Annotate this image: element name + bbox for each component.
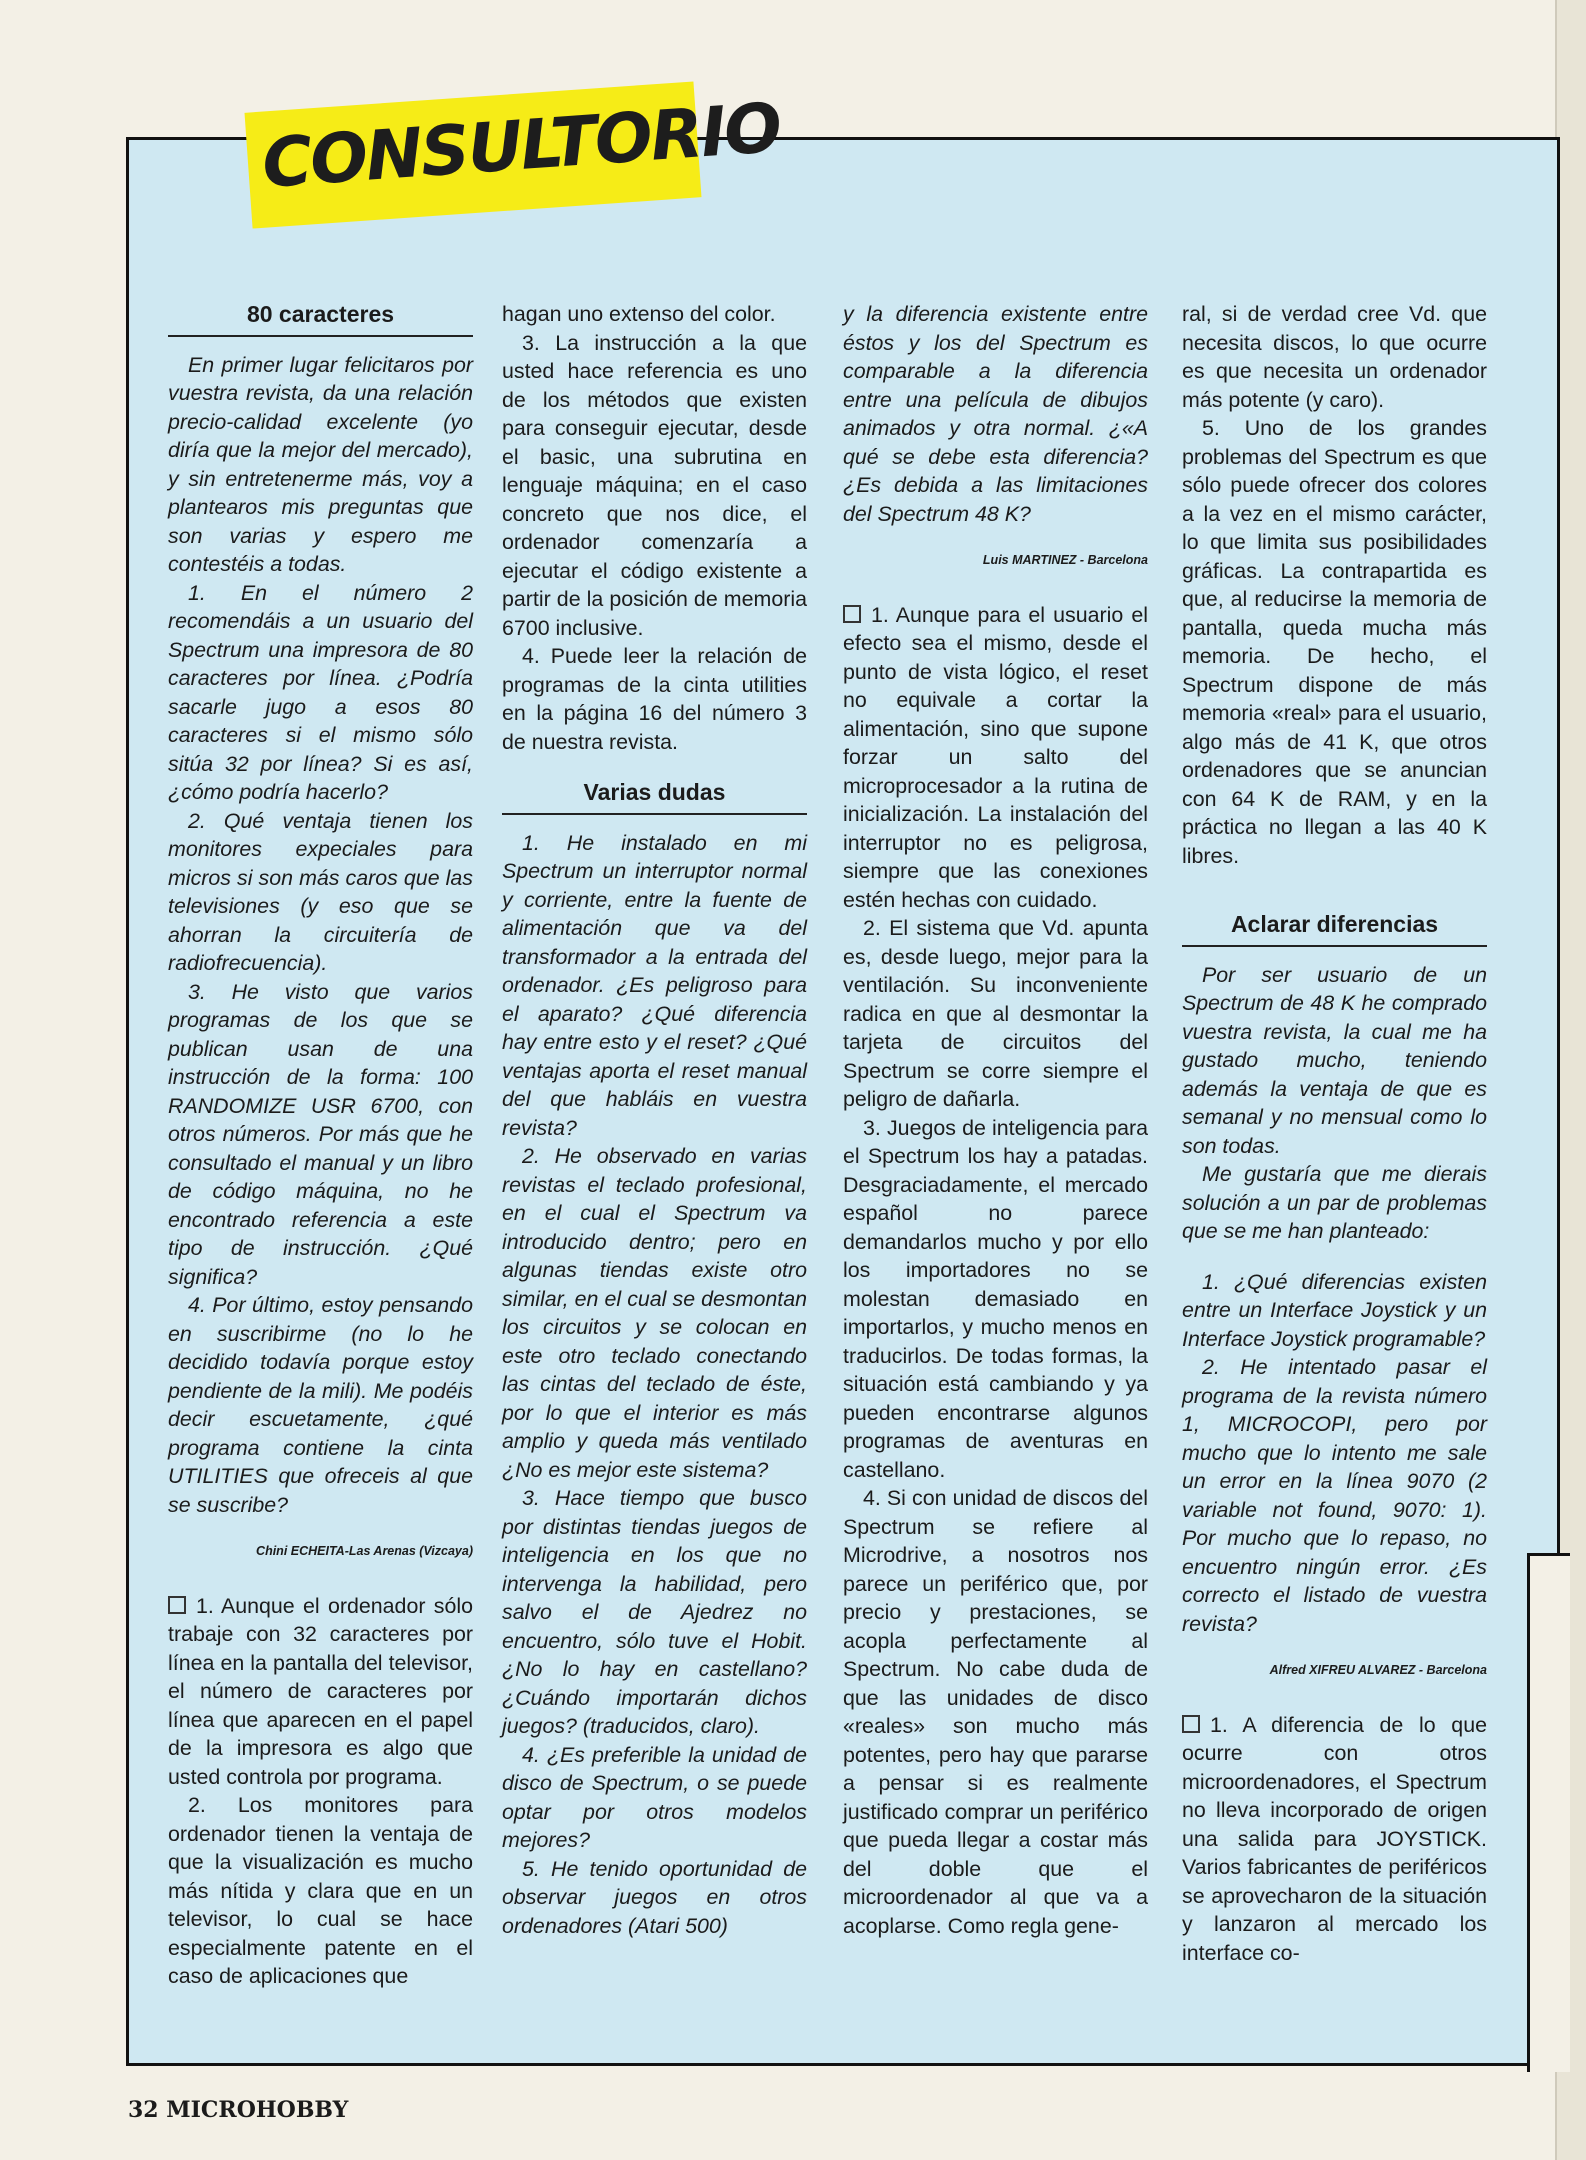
section-heading-aclarar-diferencias: Aclarar diferencias xyxy=(1182,910,1487,947)
answer-2: 2. El sistema que Vd. apunta es, desde luego, mejor para la ventilación. Su inconveniente radica en que al desmontar la tarjeta de circuitos del Spectrum se corre siempre el peligro de dañarla. xyxy=(843,916,1148,1111)
answer-2-continued: hagan uno extenso del color. xyxy=(502,302,776,326)
letter-signature: Alfred XIFREU ALVAREZ - Barcelona xyxy=(1269,1663,1487,1677)
answer-4: 4. Puede leer la relación de programas de la cinta utilities en la página 16 del número 3 de nuestra revista. xyxy=(502,644,807,754)
spacer xyxy=(502,756,807,778)
letter-question-3: 3. He visto que varios programas de los que se publican usan de una instrucción de la forma: 100 RANDOMIZE USR 6700, con otros números. Por más que he consultado el manual y un libro de código máquina, no he encontrado referencia a este tipo de instrucción. ¿Qué significa? xyxy=(168,979,473,1289)
letter-question-4: 4. ¿Es preferible la unidad de disco de Spectrum, o se puede optar por otros modelos mejores? xyxy=(502,1742,807,1852)
letter-paragraph: En primer lugar felicitaros por vuestra revista, da una relación precio-calidad excelente (yo diría que la mejor del mercado), y sin entretenerme más, voy a plantearos mis preguntas que son varias y espero me contestéis a todas. xyxy=(168,352,473,576)
spacer xyxy=(1182,1246,1487,1268)
letter-signature: Luis MARTINEZ - Barcelona xyxy=(982,553,1148,567)
page-footer: 32 MICROHOBBY xyxy=(128,2097,349,2123)
answer-3: 3. Juegos de inteligencia para el Spectrum los hay a patadas. Desgraciadamente, el mercado español no parece demandarlos mucho y por ello los importadores no se molestan demasiado en importarlos, y mucho menos en traducirlos. De todas formas, la situación está cambiando y ya pueden encontrarse algunos programas de aventuras en castellano. xyxy=(843,1115,1148,1482)
answer-box-icon xyxy=(843,605,861,623)
letter-paragraph-2: Me gustaría que me dierais solución a un par de problemas que se me han planteado: xyxy=(1182,1162,1487,1243)
answer-5: 5. Uno de los grandes problemas del Spectrum es que sólo puede ofrecer dos colores a la vez en el mismo carácter, lo que limita sus posibilidades gráficas. La contrapartida es que, al reducirse la memoria de pantalla, queda mucha más memoria. De hecho, el Spectrum dispone de más memoria «real» para el usuario, algo más de 41 K, que otros ordenadores que se anuncian con 64 K de RAM, y en la práctica no llegan a las 40 K libres. xyxy=(1182,416,1487,868)
letter-question-2: 2. Qué ventaja tienen los monitores expeciales para micros si son más caros que las televisiones (y eso que se ahorran la circuitería de radiofrecuencia). xyxy=(168,808,473,975)
section-heading-varias-dudas: Varias dudas xyxy=(502,778,807,815)
column-1 xyxy=(168,300,473,1991)
answer-text: 1. Aunque el ordenador sólo trabaje con 32 caracteres por línea en la pantalla del televisor, el número de caracteres por línea que aparecen en el papel de la impresora es algo que usted controla por programa. xyxy=(168,1593,473,1789)
answer-4: 4. Si con unidad de discos del Spectrum se refiere al Microdrive, a nosotros nos parece un periférico que, por precio y prestaciones, se acopla perfectamente al Spectrum. No cabe duda de que las unidades de disco «reales» son mucho más potentes, pero hay que pararse a pensar si es realmente justificado comprar un periférico que pueda llegar a costar más del doble que el microordenador al que va a acoplarse. Como regla gene- xyxy=(843,1486,1148,1938)
letter-question-5-continued: y la diferencia existente entre éstos y los del Spectrum es comparable a la diferencia entre una película de dibujos animados y otra normal. ¿«A qué se debe esta diferencia? ¿Es debida a las limitaciones del Spectrum 48 K? xyxy=(843,302,1148,526)
letter-question-1: 1. ¿Qué diferencias existen entre un Interface Joystick y un Interface Joystick programable? xyxy=(1182,1269,1487,1351)
letter-question-3: 3. Hace tiempo que busco por distintas tiendas juegos de inteligencia en los que no intervenga la habilidad, pero salvo el de Ajedrez no encuentro, sólo tuve el Hobit. ¿No lo hay en castellano? ¿Cuándo importarán dichos juegos? (traducidos, claro). xyxy=(502,1486,807,1738)
answer-1 xyxy=(168,1592,473,1792)
answer-3: 3. La instrucción a la que usted hace referencia es uno de los métodos que existen para conseguir ejecutar, desde el basic, una subrutina en lenguaje máquina; en el caso concreto que nos dice, el ordenador comenzaría a ejecutar el código existente a partir de la posición de memoria 6700 inclusive. xyxy=(502,330,807,640)
letter-signature: Chini ECHEITA-Las Arenas (Vizcaya) xyxy=(256,1544,473,1558)
letter-question-5: 5. He tenido oportunidad de observar juegos en otros ordenadores (Atari 500) xyxy=(502,1856,807,1938)
section-heading-80-caracteres: 80 caracteres xyxy=(168,300,473,337)
answer-text: 1. Aunque para el usuario el efecto sea el mismo, desde el punto de vista lógico, el reset no equivale a cortar la alimentación, sino que supone forzar un salto del microprocesador a la rutina de inicialización. La instalación del interruptor no es peligrosa, siempre que las conexiones estén hechas con cuidado. xyxy=(843,602,1148,912)
column-4 xyxy=(1182,300,1487,1967)
answer-box-icon xyxy=(1182,1715,1200,1733)
answer-1 xyxy=(1182,1711,1487,1968)
letter-question-1: 1. He instalado en mi Spectrum un interruptor normal y corriente, entre la fuente de alimentación que va del transformador a la entrada del ordenador. ¿Es peligroso para el aparato? ¿Qué diferencia hay entre esto y el reset? ¿Qué ventajas aporta el reset manual del que habláis en vuestra revista? xyxy=(502,830,807,1140)
spacer xyxy=(1182,870,1487,910)
page-title: CONSULTORIO xyxy=(259,88,783,204)
letter-question-2: 2. He intentado pasar el programa de la revista número 1, MICROCOPI, pero por mucho que lo intento me sale un error en la línea 9070 (2 variable not found, 9070: 1). Por mucho que lo repaso, no encuentro ningún error. ¿Es correcto el listado de vuestra revista? xyxy=(1182,1355,1487,1636)
answer-1 xyxy=(843,601,1148,915)
frame-notch xyxy=(1527,1553,1570,2072)
column-3 xyxy=(843,300,1148,1940)
letter-question-4: 4. Por último, estoy pensando en suscribirme (no lo he decidido todavía porque estoy pendiente de la mili). Me podéis decir escuetamente, ¿qué programa contiene la cinta UTILITIES que ofreceis al que se suscribe? xyxy=(168,1293,473,1517)
answer-4-continued: ral, si de verdad cree Vd. que necesita discos, lo que ocurre es que necesita un ordenador más potente (y caro). xyxy=(1182,302,1487,412)
letter-question-1: 1. En el número 2 recomendáis a un usuario del Spectrum una impresora de 80 caracteres por línea. ¿Podría sacarle jugo a esos 80 caracteres si el mismo sólo sitúa 32 por línea? Si es así, ¿cómo podría hacerlo? xyxy=(168,580,473,804)
column-2 xyxy=(502,300,807,1940)
answer-box-icon xyxy=(168,1596,186,1614)
answer-2: 2. Los monitores para ordenador tienen la ventaja de que la visualización es mucho más nítida y clara que en un televisor, lo cual se hace especialmente patente en el caso de aplicaciones que xyxy=(168,1793,473,1988)
letter-question-2: 2. He observado en varias revistas el teclado profesional, en el cual el Spectrum va introducido dentro; pero en algunas tiendas existe otro similar, en el cual se desmontan los circuitos y se colocan en este otro teclado conectando las cintas del teclado de éste, por lo que el interior es más amplio y queda más ventilado ¿No es mejor este sistema? xyxy=(502,1144,807,1482)
letter-paragraph: Por ser usuario de un Spectrum de 48 K he comprado vuestra revista, la cual me ha gustado mucho, teniendo además la ventaja de que es semanal y no mensual como lo son todas. xyxy=(1182,962,1487,1158)
answer-text: 1. A diferencia de lo que ocurre con otros microordenadores, el Spectrum no lleva incorporado de origen una salida para JOYSTICK. Varios fabricantes de periféricos se aprovecharon de la situación y lanzaron al mercado los interface co- xyxy=(1182,1712,1487,1965)
